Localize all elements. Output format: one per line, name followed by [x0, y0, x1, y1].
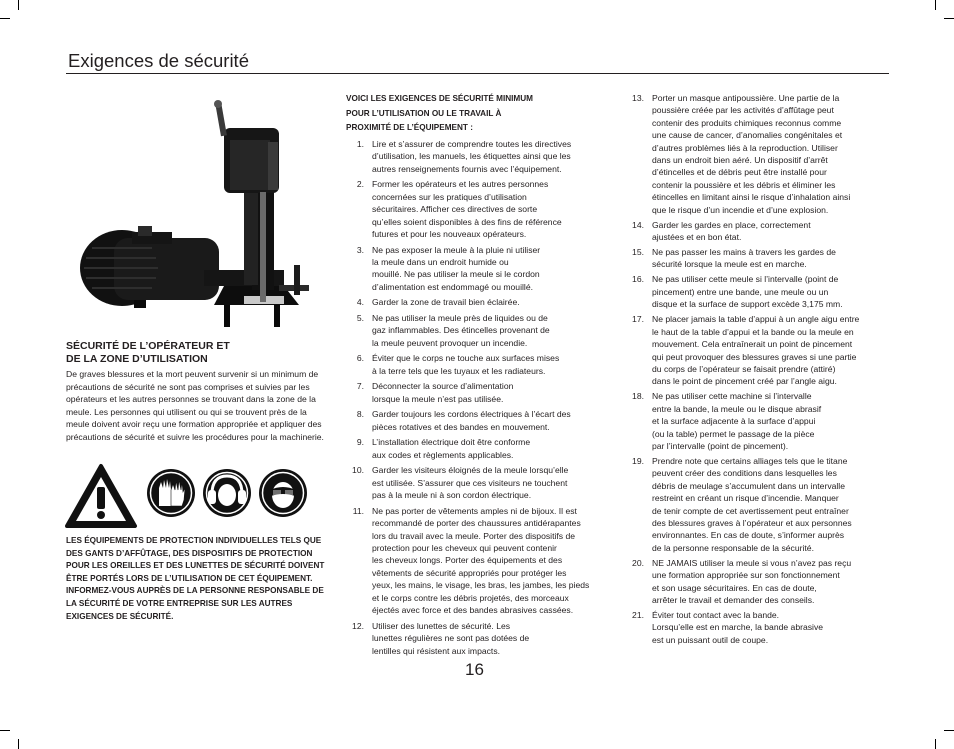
- list-text: Ne pas porter de vêtements amples ni de bijoux. Il est recommandé de porter des chaussures antidérapantes lors du travail avec la meule. Porter des dispositifs de protection pour les cheveux qui peuvent contenir les cheveux longs. Porter des équipements et des vêtements de sécurité appropriés pour protéger les yeux, les mains, le visage, les bras, les jambes, les pieds et le corps contre les débris projetés, des morceaux éjectés avec force et des bandes abrasives cassées.: [372, 505, 590, 616]
- list-number: 21.: [632, 610, 644, 620]
- list-item: [346, 408, 608, 433]
- list-item: [346, 296, 608, 308]
- list-text: Prendre note que certains alliages tels que le titane peuvent créer des conditions dans lesquelles les débris de meulage s’accumulent dans un intervalle restreint en créant un risque d’incendie. Manquer de tenir compte de cet avertissement peut entraîner des blessures graves à l’opérateur et aux personnes environnantes. En cas de doute, s’informer auprès de la personne responsable de la sécurité.: [652, 455, 852, 553]
- title-divider: [66, 73, 889, 74]
- intro-paragraph: De graves blessures et la mort peuvent survenir si un minimum de précautions de sécurité ne sont pas comprises et suivies par les opérateurs et les autres personnes se trouvant dans la zone de la meule. Les personnes qui utilisent ou qui se trouvent près de la meule doivent avoir reçu une formation appropriée et appliquer des précautions de sécurité et suivre les procédures pour la machinerie.: [66, 369, 324, 442]
- requirements-heading-line: VOICI LES EXIGENCES DE SÉCURITÉ MINIMUM: [346, 94, 533, 103]
- list-number: 15.: [632, 247, 644, 258]
- list-number: 6.: [356, 353, 364, 364]
- list-number: 11.: [352, 505, 364, 516]
- list-text: Former les opérateurs et les autres personnes concernées sur les pratiques d’utilisation sécuritaires. Afficher ces directives de sorte qu’elles soient disponibles à des fins de référence futures et pour les nouveaux opérateurs.: [372, 179, 562, 240]
- list-number: 12.: [352, 620, 364, 631]
- list-text: NE JAMAIS utiliser la meule si vous n’avez pas reçu une formation appropriée sur son fonctionnement et son usage sécuritaires. En cas de doute, arrêter le travail et demander des conseils.: [652, 557, 852, 605]
- list-number: 2.: [356, 179, 364, 190]
- list-item: [626, 219, 890, 244]
- list-number: 7.: [356, 381, 364, 392]
- list-item: [346, 505, 608, 617]
- list-number: 3.: [356, 244, 364, 255]
- list-number: 10.: [352, 465, 364, 476]
- list-text: Ne placer jamais la table d’appui à un angle aigu entre le haut de la table d’appui et la bande ou la meule en mouvement. Cela entraînerait un point de pincement qui peut provoquer des blessures graves si une partie du corps de l’opérateur se faisait prendre (attiré) dans le point de pincement créé par l’angle aigu.: [652, 314, 860, 387]
- list-item: [626, 390, 890, 452]
- section-heading: [66, 340, 316, 366]
- list-number: 4.: [356, 297, 364, 308]
- list-item: [626, 455, 890, 554]
- list-text: Porter un masque antipoussière. Une partie de la poussière créée par les activités d’affûtage peut contenir des produits chimiques reconnus comme une cause de cancer, d’anomalies congénitales et d’autres problèmes liés à la reproduction. Utiliser dans un endroit bien aéré. Un dispositif d’arrêt d’étincelles et de débris peut être installé pour contenir la poussière et les débris et éliminer les étincelles en limitant ainsi le risque d’inhalation ainsi que le risque d’un incendie et d’une explosion.: [652, 93, 851, 215]
- list-item: [626, 92, 890, 216]
- list-text: Déconnecter la source d’alimentation lorsque la meule n’est pas utilisée.: [372, 381, 514, 404]
- requirements-heading-line: POUR L’UTILISATION OU LE TRAVAIL À: [346, 108, 502, 118]
- list-number: 20.: [632, 557, 644, 568]
- list-item: [346, 178, 608, 240]
- list-number: 13.: [632, 93, 644, 103]
- requirements-heading-line: PROXIMITÉ DE L’ÉQUIPEMENT :: [346, 123, 473, 132]
- list-text: Garder les visiteurs éloignés de la meule lorsqu’elle est utilisée. S’assurer que ces visiteurs ne touchent pas à la meule ni à son cordon électrique.: [372, 465, 569, 501]
- list-number: 19.: [632, 455, 644, 466]
- list-item: [346, 352, 608, 377]
- list-item: [346, 312, 608, 349]
- section-heading-line: DE LA ZONE D’UTILISATION: [66, 353, 208, 365]
- list-item: [346, 620, 608, 657]
- list-item: [346, 436, 608, 461]
- list-item: [346, 464, 608, 501]
- list-item: [626, 246, 890, 271]
- crop-mark: [935, 0, 936, 10]
- list-text: Utiliser des lunettes de sécurité. Les lunettes régulières ne sont pas dotées de lentilles qui résistent aux impacts.: [372, 620, 530, 656]
- crop-mark: [944, 730, 954, 731]
- list-item: [626, 313, 890, 387]
- safety-list-right: [626, 92, 890, 649]
- list-text: Éviter que le corps ne touche aux surfaces mises à la terre tels que les tuyaux et les radiateurs.: [372, 353, 560, 376]
- list-item: [346, 138, 608, 175]
- list-number: 8.: [356, 409, 364, 420]
- list-item: [626, 273, 890, 310]
- crop-mark: [0, 730, 10, 731]
- list-item: [346, 380, 608, 405]
- list-text: Ne pas utiliser cette meule si l’intervalle (point de pincement) entre une bande, une meule ou un disque et la surface de support excède 3,175 mm.: [652, 274, 843, 310]
- list-text: Garder la zone de travail bien éclairée.: [372, 297, 520, 308]
- list-text: Garder les gardes en place, correctement ajustées et en bon état.: [652, 219, 811, 243]
- ppe-notice: LES ÉQUIPEMENTS DE PROTECTION INDIVIDUELLES TELS QUE DES GANTS D’AFFÛTAGE, DES DISPOSITIFS DE PROTECTION POUR LES OREILLES ET DES LUNETTES DE SÉCURITÉ DOIVENT ÊTRE PORTÉS LORS DE L’UTILISATION DE CET ÉQUIPEMENT. INFORMEZ-VOUS AUPRÈS DE LA PERSONNE RESPONSABLE DE LA SÉCURITÉ DE VOTRE ENTREPRISE SUR LES AUTRES EXIGENCES DE SÉCURITÉ.: [66, 536, 325, 621]
- crop-mark: [0, 18, 10, 19]
- list-item: [346, 244, 608, 294]
- list-text: L’installation électrique doit être conforme aux codes et règlements applicables.: [372, 437, 531, 460]
- crop-mark: [18, 0, 19, 10]
- list-number: 18.: [632, 391, 644, 402]
- crop-mark: [944, 18, 954, 19]
- page-title: Exigences de sécurité: [68, 50, 249, 71]
- ppe-icons-row: [64, 463, 326, 529]
- crop-mark: [18, 739, 19, 749]
- safety-list-middle: [346, 138, 608, 660]
- hearing-protection-icon: [202, 468, 252, 518]
- list-number: 1.: [356, 139, 364, 149]
- list-number: 5.: [356, 313, 364, 324]
- list-item: [626, 609, 890, 646]
- warning-triangle-icon: [64, 463, 138, 529]
- crop-mark: [935, 739, 936, 749]
- list-number: 16.: [632, 274, 644, 285]
- list-text: Ne pas exposer la meule à la pluie ni utiliser la meule dans un endroit humide ou mouillé. Ne pas utiliser la meule si le cordon d’alimentation est endommagé ou mouillé.: [372, 244, 541, 292]
- safety-glasses-icon: [258, 468, 308, 518]
- list-number: 14.: [632, 219, 644, 230]
- requirements-heading: [346, 92, 586, 136]
- list-text: Éviter tout contact avec la bande. Lorsqu’elle est en marche, la bande abrasive est un puissant outil de coupe.: [652, 610, 824, 645]
- list-text: Lire et s’assurer de comprendre toutes les directives d’utilisation, les manuels, les étiquettes ainsi que les autres renseignements fournis avec l’équipement.: [372, 139, 572, 174]
- list-number: 17.: [632, 314, 644, 325]
- list-item: [626, 557, 890, 607]
- belt-grinder-photo: [74, 100, 314, 330]
- list-text: Ne pas passer les mains à travers les gardes de sécurité lorsque la meule est en marche.: [652, 247, 836, 270]
- list-text: Ne pas utiliser cette machine si l’intervalle entre la bande, la meule ou le disque abrasif et la surface adjacente à la surface d’appui (ou la table) permet le passage de la pièce par l’intervalle (point de pincement).: [652, 391, 822, 451]
- list-text: Garder toujours les cordons électriques à l’écart des pièces rotatives et des bandes en mouvement.: [372, 409, 571, 432]
- section-heading-line: SÉCURITÉ DE L’OPÉRATEUR ET: [66, 340, 230, 352]
- page-number: 16: [465, 660, 484, 679]
- list-number: 9.: [356, 437, 364, 448]
- list-text: Ne pas utiliser la meule près de liquides ou de gaz inflammables. Des étincelles provenant de la meule peuvent provoquer un incendie.: [372, 313, 550, 348]
- safety-gloves-icon: [146, 468, 196, 518]
